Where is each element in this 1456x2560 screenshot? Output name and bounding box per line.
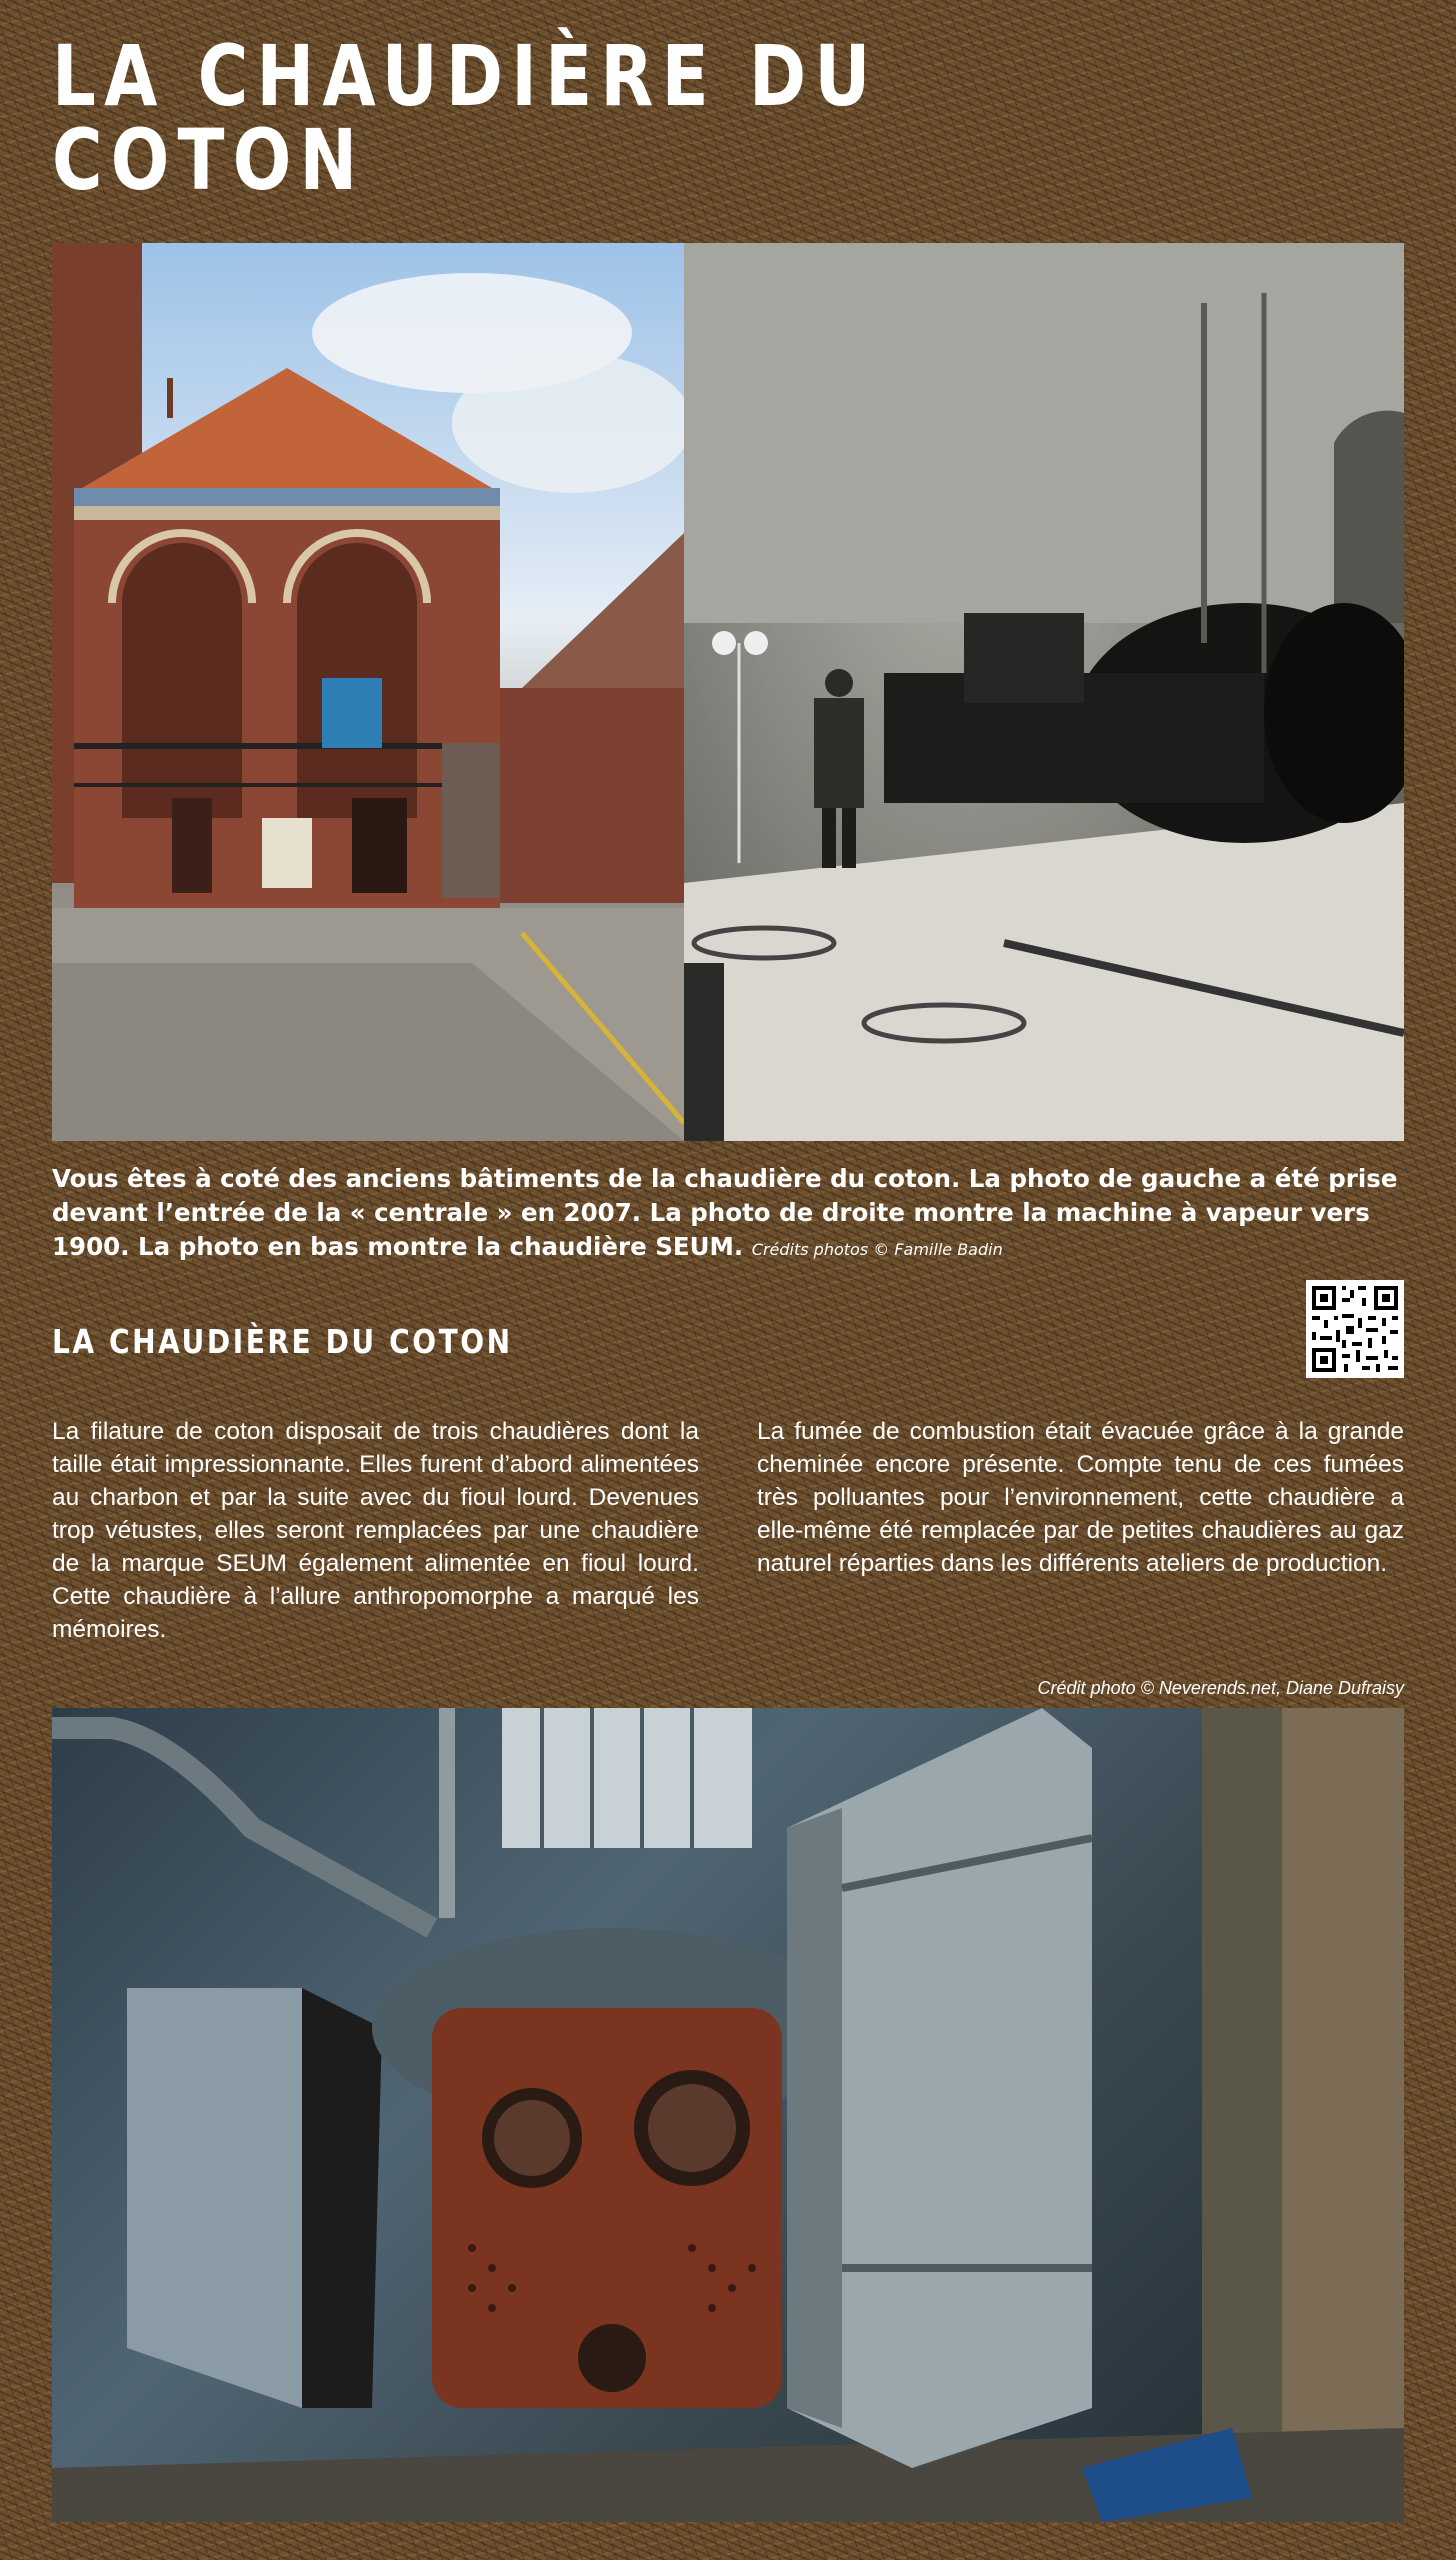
building-photo bbox=[52, 243, 684, 1141]
boiler-photo bbox=[52, 1708, 1404, 2522]
qr-code[interactable] bbox=[1306, 1280, 1404, 1378]
body-text-left: La filature de coton disposait de trois chaudières dont la taille était impressionnante. Elles furent d’abord alimentées au charbon et par la suite avec du fioul lourd. Devenues trop vétustes, elles seront remplacées par une chaudière de la marque SEUM également alimentée en fioul lourd. Cette chaudière à l’allure anthropomorphe a marqué les mémoires. bbox=[52, 1418, 699, 1643]
section-heading: LA CHAUDIÈRE DU COTON bbox=[52, 1322, 513, 1361]
caption-text: Vous êtes à coté des anciens bâtiments de la chaudière du coton. La photo de gauche a été prise devant l’entrée de la « centrale » en 2007. La photo de droite montre la machine à vapeur vers 1900. La photo en bas montre la chaudière SEUM. bbox=[52, 1164, 1398, 1261]
page-title: LA CHAUDIÈRE DU COTON bbox=[52, 27, 879, 209]
steam-machine-photo bbox=[684, 243, 1404, 1141]
bottom-photo-credit: Crédit photo © Neverends.net, Diane Dufraisy bbox=[1037, 1678, 1404, 1698]
body-text-right: La fumée de combustion était évacuée grâce à la grande cheminée encore présente. Compte tenu de ces fumées très polluantes pour l’environnement, cette chaudière a elle-même été remplacée par de petites chaudières au gaz naturel réparties dans les différents ateliers de production. bbox=[757, 1418, 1404, 1577]
photo-caption bbox=[52, 1162, 1404, 1267]
caption-credit: Crédits photos © Famille Badin bbox=[751, 1240, 1003, 1259]
